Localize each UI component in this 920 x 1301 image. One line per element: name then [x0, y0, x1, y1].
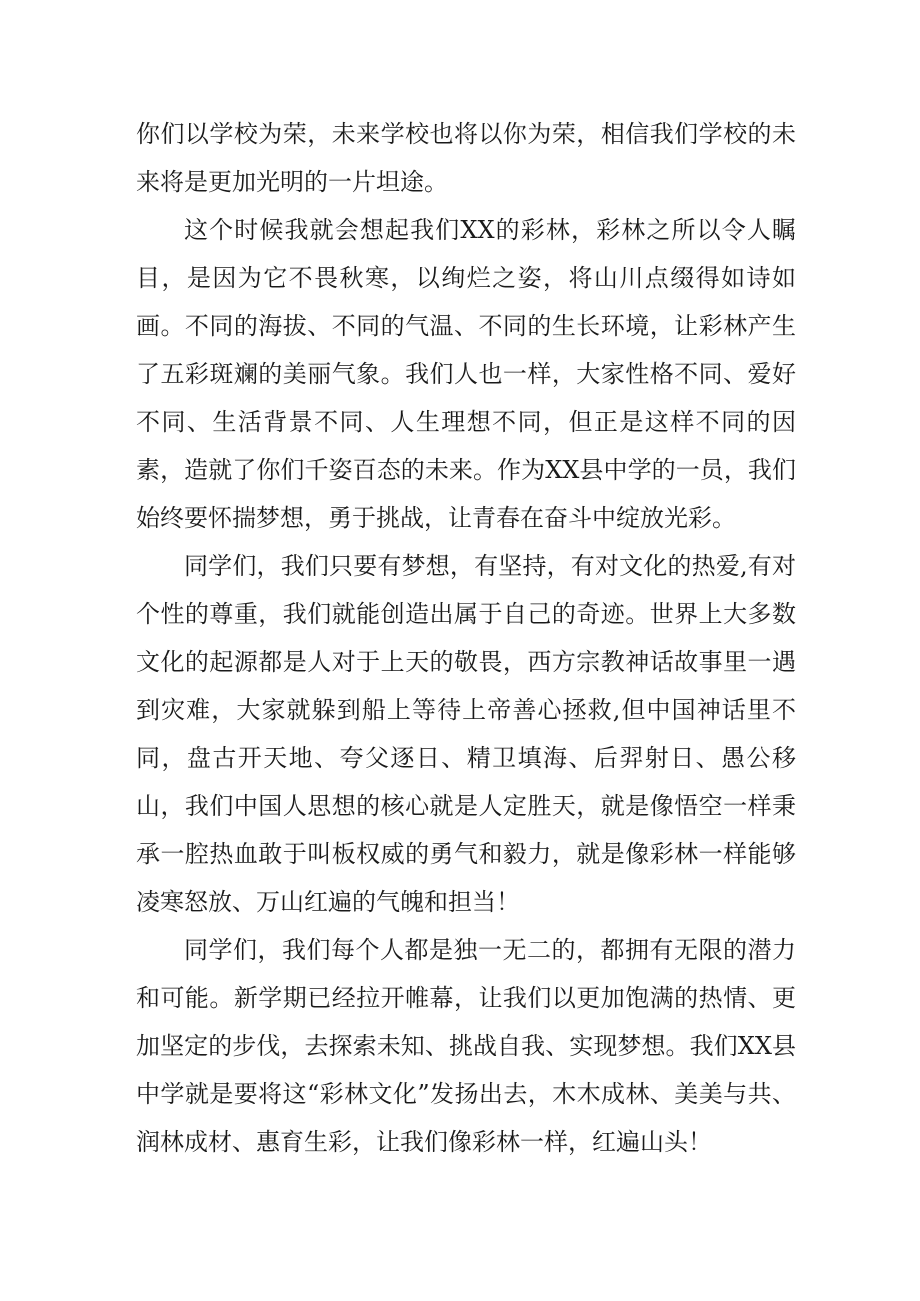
document-body — [136, 110, 796, 1166]
paragraph-new-semester: 同学们，我们每个人都是独一无二的，都拥有无限的潜力和可能。新学期已经拉开帷幕，让我们以更加饱满的热情、更加坚定的步伐，去探索未知、挑战自我、实现梦想。我们XX县中学就是要将这“彩林文化”发扬出去，木木成林、美美与共、润林成材、惠育生彩，让我们像彩林一样，红遍山头！ — [136, 936, 796, 1156]
paragraph-continuation: 你们以学校为荣，未来学校也将以你为荣，相信我们学校的未来将是更加光明的一片坦途。 — [136, 120, 796, 196]
paragraph-cailin: 这个时候我就会想起我们XX的彩林，彩林之所以令人瞩目，是因为它不畏秋寒，以绚烂之姿，将山川点缀得如诗如画。不同的海拔、不同的气温、不同的生长环境，让彩林产生了五彩斑斓的美丽气象。我们人也一样，大家性格不同、爱好不同、生活背景不同、人生理想不同，但正是这样不同的因素，造就了你们千姿百态的未来。作为XX县中学的一员，我们始终要怀揣梦想，勇于挑战，让青春在奋斗中绽放光彩。 — [136, 216, 796, 532]
paragraph-dreams: 同学们，我们只要有梦想，有坚持，有对文化的热爱,有对个性的尊重，我们就能创造出属于自己的奇迹。世界上大多数文化的起源都是人对于上天的敬畏，西方宗教神话故事里一遇到灾难，大家就躲到船上等待上帝善心拯救,但中国神话里不同，盘古开天地、夸父逐日、精卫填海、后羿射日、愚公移山，我们中国人思想的核心就是人定胜天，就是像悟空一样秉承一腔热血敢于叫板权威的勇气和毅力，就是像彩林一样能够凌寒怒放、万山红遍的气魄和担当！ — [136, 552, 796, 916]
